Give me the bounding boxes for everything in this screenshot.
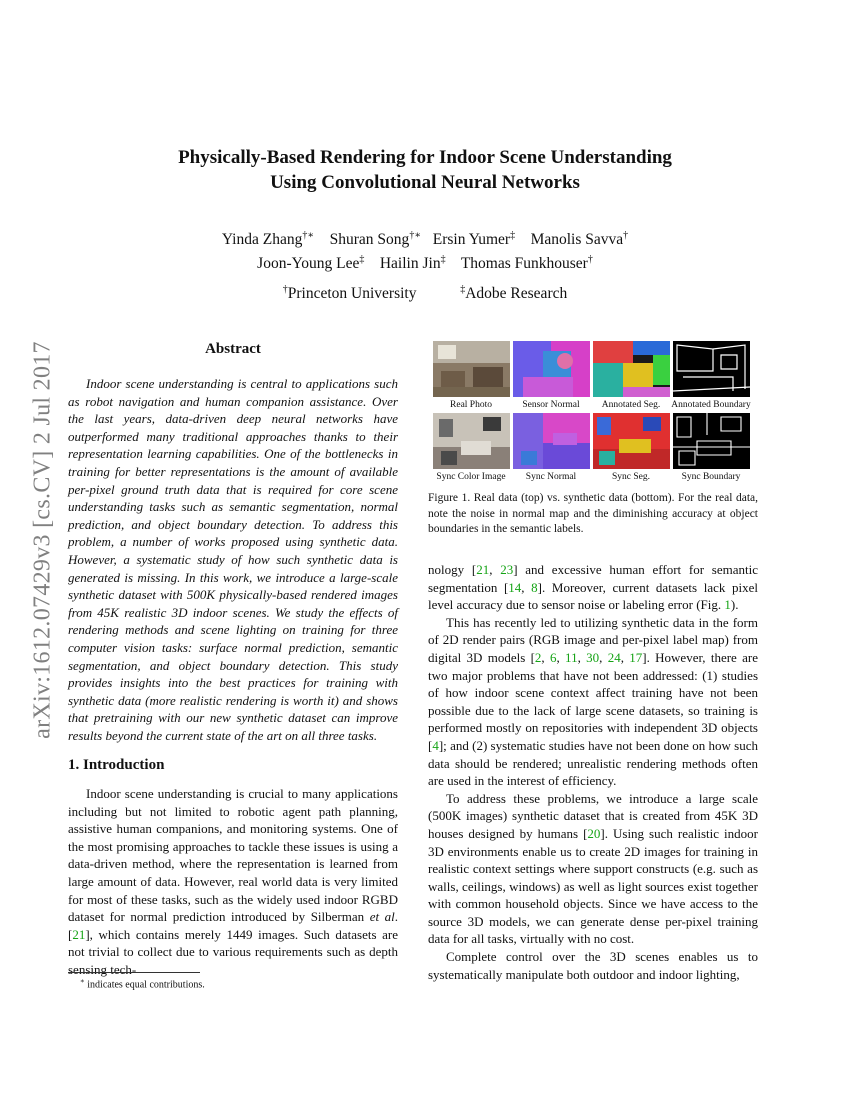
footnote-rule [68,972,200,973]
citation-link[interactable]: 21 [72,926,86,942]
citation-link[interactable]: 11 [565,649,578,665]
text-span: et al [369,909,395,925]
citation-link[interactable]: 20 [587,825,601,841]
citation-link[interactable]: 24 [607,649,621,665]
citation-link[interactable]: 8 [531,579,538,595]
author-mark: †∗ [409,230,422,241]
text-span: ). [730,597,739,613]
author-mark: † [587,254,593,266]
text-span: , [521,579,532,595]
body-paragraph [428,614,758,790]
figure-label: Sync Color Image [436,472,506,482]
body-paragraph: Complete control over the 3D scenes enables us to systematically manipulate both outdoor and indoor lighting, [428,949,758,982]
figure-reference-link[interactable]: 1 [724,597,731,613]
citation-link[interactable]: 23 [500,562,514,577]
affiliation-mark: ‡ [460,284,466,295]
author-name: Manolis Savva [530,231,624,249]
figure-label: Sensor Normal [522,400,580,410]
affiliation-adobe: Adobe Research [465,285,568,303]
text-span: . [ [68,909,399,942]
author-name: Joon-Young Lee [257,255,360,273]
author-name: Yinda Zhang [221,231,303,249]
sync-segmentation-image [593,413,670,469]
sync-color-image [433,413,510,469]
citation-link[interactable]: 14 [508,579,522,595]
section-heading-introduction: 1. Introduction [68,757,165,773]
arxiv-stamp [23,310,63,770]
figure-label: Sync Boundary [681,472,741,482]
intro-paragraph [68,785,398,979]
footnote [80,977,205,990]
paper-title [0,145,850,195]
citation-link[interactable]: 30 [586,649,600,665]
figure-label: Annotated Boundary [671,400,751,410]
affiliation-princeton: Princeton University [287,285,417,303]
text-span: Indoor scene understanding is crucial to many applications including but not limited to robotic agent path planning, assistive human companions, and monitoring systems. One of the most promising approaches to tackle these issues is using a data-driven method, where the representation is learned from large amount of data. However, real world data is very limited for most of these tasks, such as the widely used indoor RGBD dataset for normal prediction introduced by Silberman [68,786,398,925]
author-name: Shuran Song [329,231,410,249]
text-span: , [556,649,566,665]
figure-label: Annotated Seg. [601,400,661,410]
sensor-normal-image [513,341,590,397]
citation-link[interactable]: 17 [629,649,643,665]
author-mark: †∗ [302,230,315,241]
author-mark: ‡ [510,230,516,241]
affiliations [0,284,850,303]
annotated-segmentation-image [593,341,670,397]
body-paragraph [428,790,758,948]
citation-link[interactable]: 6 [549,649,557,665]
abstract-text: Indoor scene understanding is central to applications such as robot navigation and human companion assistance. Over the last years, data-driven deep neural networks have outperformed many traditional approaches thanks to their representation learning capabilities. One of the bottlenecks in training for better representations is the amount of available per-pixel ground truth data that is required for core scene understanding tasks such as semantic segmentation, normal prediction, and object boundary detection. To address this problem, a number of works proposed using synthetic data. However, a systematic study of how such synthetic data is generated is missing. In this work, we introduce a large-scale synthetic dataset with 500K physically-based rendered images from 45K realistic 3D indoor scenes. We study the effects of rendering methods and scene lighting on training for three computer vision tasks: surface normal prediction, semantic segmentation, and object boundary detection. This study provides insights into the best practices for training with synthetic data (more realistic rendering is worth it) and shows that pretraining with our new synthetic dataset can improve results beyond the current state of the art on all three tasks. [68,376,398,743]
text-span: , [541,649,550,665]
body-paragraph [428,561,758,614]
arxiv-id: arXiv:1612.07429v3 [cs.CV] 2 Jul 2017 [29,341,56,739]
author-mark: † [623,230,629,241]
author-name: Ersin Yumer [432,231,511,249]
footnote-text: indicates equal contributions. [87,979,205,991]
right-column-body [428,561,758,983]
text-span: ]; and (2) systematic studies have not been done on how such data should be rendered; unrealistic rendering methods often are used in the interest of efficiency. [428,737,758,789]
text-span: To address these problems, we introduce a large scale (500K images) synthetic dataset that is created from 45K 3D houses designed by humans [ [428,790,758,841]
real-photo-image [433,341,510,397]
title-line-2: Using Convolutional Neural Networks [270,172,580,193]
text-span: ], which contains merely 1449 images. Such datasets are not trivial to collect due to various requirements such as depth sensing tech- [68,926,398,977]
author-list [0,226,850,274]
footnote-mark: ∗ [80,977,85,985]
text-span: ]. However, there are two major problems that have not been addressed: (1) studies of how indoor scene context affect training have not been possible due to the lack of large scene datasets, so training is performed mostly on repositories with independent 3D objects [ [428,649,758,753]
text-span: ] and excessive human effort for semantic segmentation [ [428,562,758,595]
author-line-2 [0,250,850,274]
text-span: nology [ [428,562,477,577]
author-line-1 [0,226,850,250]
abstract-body [68,375,398,744]
author-mark: ‡ [440,254,446,266]
figure-caption: Figure 1. Real data (top) vs. synthetic data (bottom). For the real data, note the noise in normal map and the diminishing accuracy at object boundaries in the semantic labels. [428,492,758,535]
text-span: , [599,649,608,665]
annotated-boundary-image [673,341,750,397]
text-span: , [577,649,587,665]
author-mark: ‡ [359,254,365,266]
affiliation-mark: † [282,284,288,295]
author-name: Thomas Funkhouser [460,255,588,273]
abstract-heading: Abstract [205,341,261,357]
text-span: ]. Moreover, current datasets lack pixel level accuracy due to sensor noise or labeling error (Fig. [428,579,758,613]
citation-link[interactable]: 4 [432,737,439,753]
sync-boundary-image [673,413,750,469]
figure-1 [433,341,753,481]
figure-label: Sync Normal [525,472,577,482]
citation-link[interactable]: 21 [476,562,490,577]
figure-label: Real Photo [450,400,492,410]
intro-body [68,785,398,979]
sync-normal-image [513,413,590,469]
author-name: Hailin Jin [379,255,441,273]
figure-label: Sync Seg. [612,472,650,482]
title-line-1: Physically-Based Rendering for Indoor Scene Understanding [178,147,672,168]
citation-link[interactable]: 2 [534,649,542,665]
text-span: , [620,649,630,665]
text-span: ]. Using such realistic indoor 3D environments enable us to create 2D images for training in realistic context settings where support constructs (e.g. such as walls, ceilings, windows) as well as light sources exist together with common household objects. Since we have access to the source 3D models, we can generate dense per-pixel training data for all tasks, virtually with no cost. [428,825,758,947]
text-span: This has recently led to utilizing synthetic data in the form of 2D render pairs (RGB image and per-pixel label map) from digital 3D models [ [428,614,758,665]
text-span: , [489,562,501,577]
